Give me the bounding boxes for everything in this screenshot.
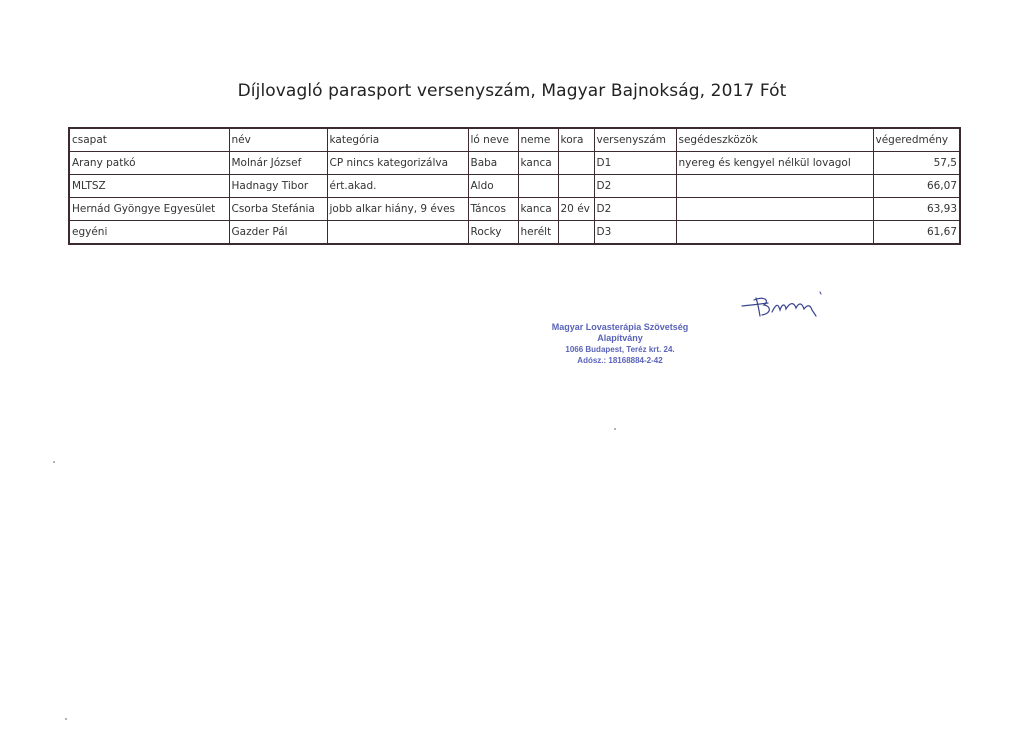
cell-vegeredmeny: 66,07 <box>873 175 960 198</box>
cell-lo-neve: Táncos <box>468 198 518 221</box>
cell-csapat: MLTSZ <box>69 175 229 198</box>
table-row <box>69 221 960 245</box>
cell-nev: Gazder Pál <box>229 221 327 245</box>
cell-kategoria: jobb alkar hiány, 9 éves <box>327 198 468 221</box>
header-csapat: csapat <box>69 128 229 152</box>
header-segedeszkozok: segédeszközök <box>676 128 873 152</box>
cell-segedeszkozok <box>676 221 873 245</box>
cell-csapat: egyéni <box>69 221 229 245</box>
cell-nev: Molnár József <box>229 152 327 175</box>
cell-neme: herélt <box>518 221 558 245</box>
header-vegeredmeny: végeredmény <box>873 128 960 152</box>
cell-csapat: Arany patkó <box>69 152 229 175</box>
cell-versenyszam: D1 <box>594 152 676 175</box>
cell-vegeredmeny: 57,5 <box>873 152 960 175</box>
cell-kora <box>558 221 594 245</box>
stamp-line-name: Magyar Lovasterápia Szövetség <box>551 322 689 332</box>
cell-lo-neve: Aldo <box>468 175 518 198</box>
page-title: Díjlovagló parasport versenyszám, Magyar Bajnokság, 2017 Fót <box>237 81 787 101</box>
table-row <box>69 198 960 221</box>
cell-nev: Hadnagy Tibor <box>229 175 327 198</box>
stamp-line-address: 1066 Budapest, Teréz krt. 24. <box>565 345 675 354</box>
cell-lo-neve: Rocky <box>468 221 518 245</box>
stamp-line-type: Alapítvány <box>597 333 643 343</box>
cell-versenyszam: D3 <box>594 221 676 245</box>
handwritten-signature <box>738 288 828 322</box>
stamp-line-tax-id: Adósz.: 18168884-2-42 <box>577 356 663 365</box>
cell-neme: kanca <box>518 152 558 175</box>
cell-neme: kanca <box>518 198 558 221</box>
cell-kora <box>558 175 594 198</box>
cell-csapat: Hernád Gyöngye Egyesület <box>69 198 229 221</box>
cell-kategoria: ért.akad. <box>327 175 468 198</box>
organization-stamp <box>520 322 720 366</box>
scan-speck <box>65 718 67 720</box>
header-nev: név <box>229 128 327 152</box>
header-lo-neve: ló neve <box>468 128 518 152</box>
cell-segedeszkozok: nyereg és kengyel nélkül lovagol <box>676 152 873 175</box>
results-table <box>68 127 961 245</box>
cell-lo-neve: Baba <box>468 152 518 175</box>
cell-versenyszam: D2 <box>594 175 676 198</box>
cell-kora: 20 év <box>558 198 594 221</box>
cell-vegeredmeny: 61,67 <box>873 221 960 245</box>
cell-segedeszkozok <box>676 198 873 221</box>
cell-versenyszam: D2 <box>594 198 676 221</box>
cell-kora <box>558 152 594 175</box>
cell-segedeszkozok <box>676 175 873 198</box>
header-neme: neme <box>518 128 558 152</box>
scan-speck <box>53 461 55 463</box>
table-row <box>69 175 960 198</box>
cell-vegeredmeny: 63,93 <box>873 198 960 221</box>
table-row <box>69 152 960 175</box>
cell-kategoria <box>327 221 468 245</box>
header-kora: kora <box>558 128 594 152</box>
scan-speck <box>614 428 616 430</box>
cell-kategoria: CP nincs kategorizálva <box>327 152 468 175</box>
cell-nev: Csorba Stefánia <box>229 198 327 221</box>
cell-neme <box>518 175 558 198</box>
table-header-row <box>69 128 960 152</box>
header-kategoria: kategória <box>327 128 468 152</box>
header-versenyszam: versenyszám <box>594 128 676 152</box>
